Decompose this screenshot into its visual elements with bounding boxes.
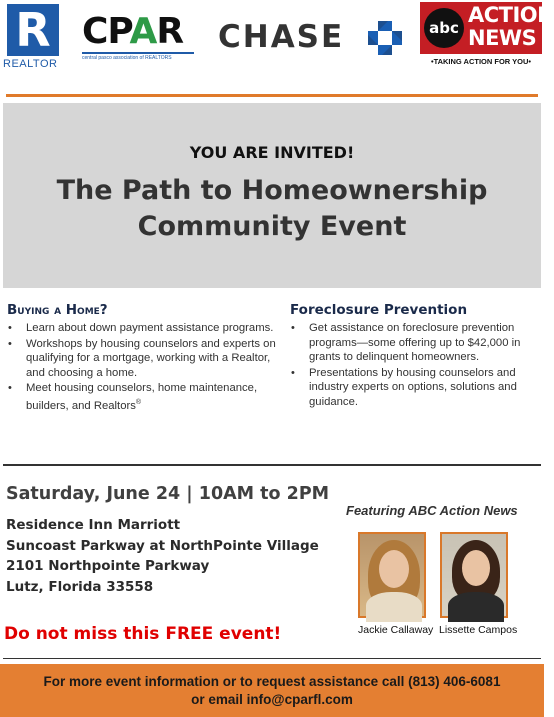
realtor-wordmark: REALTOR (3, 58, 58, 70)
cpar-wordmark: CPAR (82, 11, 184, 52)
event-venue: Residence Inn Marriott Suncoast Parkway at NorthPointe Village 2101 Northpointe Parkway Lutz, Florida 33558 (6, 517, 319, 595)
lissette-campos-caption: Lissette Campos (439, 624, 518, 636)
registered-mark: ® (135, 398, 142, 406)
chase-wordmark: CHASE (218, 19, 345, 55)
buying-home-list (7, 321, 277, 413)
list-item: • Get assistance on foreclosure prevention programs—some offering up to $42,000 in grants to delinquent homeowners. (290, 321, 538, 365)
cpar-underline (82, 52, 194, 54)
foreclosure-list (290, 321, 538, 409)
realtor-logo (3, 4, 63, 68)
lissette-campos-photo (440, 532, 508, 618)
invitation-banner (3, 103, 541, 288)
foreclosure-section (290, 302, 538, 410)
jackie-callaway-caption: Jackie Callaway (358, 624, 434, 636)
list-item: • Presentations by housing counselors and industry experts on options, solutions and guidance. (290, 366, 538, 410)
list-item: • Learn about down payment assistance programs. (7, 321, 277, 336)
event-date-time: Saturday, June 24 | 10AM to 2PM (6, 484, 330, 504)
chase-octagon-icon (368, 21, 402, 55)
cpar-logo (82, 12, 200, 70)
list-item: • Meet housing counselors, home maintenance, builders, and Realtors® (7, 381, 277, 413)
bottom-divider (3, 658, 541, 659)
buying-home-heading: Buying a Home? (7, 302, 108, 318)
sponsor-logos (0, 0, 554, 80)
buying-home-section (7, 302, 277, 414)
free-event-callout: Do not miss this FREE event! (4, 624, 282, 644)
abc-tagline: •TAKING ACTION FOR YOU• (430, 57, 532, 66)
footer-email-line: or email info@cparfl.com (191, 692, 353, 707)
event-title: The Path to Homeownership Community Event (56, 175, 488, 242)
cpar-subtitle: central pasco association of REALTORS (82, 55, 172, 61)
abc-circle-mark: abc (424, 8, 464, 48)
abc-action-news-logo (420, 2, 554, 68)
top-divider (6, 94, 538, 97)
list-item: • Workshops by housing counselors and experts on qualifying for a mortgage, working with a Realtor, and choosing a home. (7, 337, 277, 381)
realtor-r-mark: R (7, 4, 59, 56)
foreclosure-heading: Foreclosure Prevention (290, 302, 468, 318)
footer-phone-line: For more event information or to request assistance call (813) 406-6081 (43, 674, 501, 689)
abc-action-news-wordmark: ACTION NEWS (468, 3, 554, 50)
contact-footer (0, 664, 544, 717)
featuring-label: Featuring ABC Action News (346, 503, 518, 518)
invited-headline: YOU ARE INVITED! (189, 143, 355, 162)
jackie-callaway-photo (358, 532, 426, 618)
abc-red-box (420, 2, 554, 54)
middle-divider (3, 464, 541, 466)
chase-logo (218, 18, 408, 58)
